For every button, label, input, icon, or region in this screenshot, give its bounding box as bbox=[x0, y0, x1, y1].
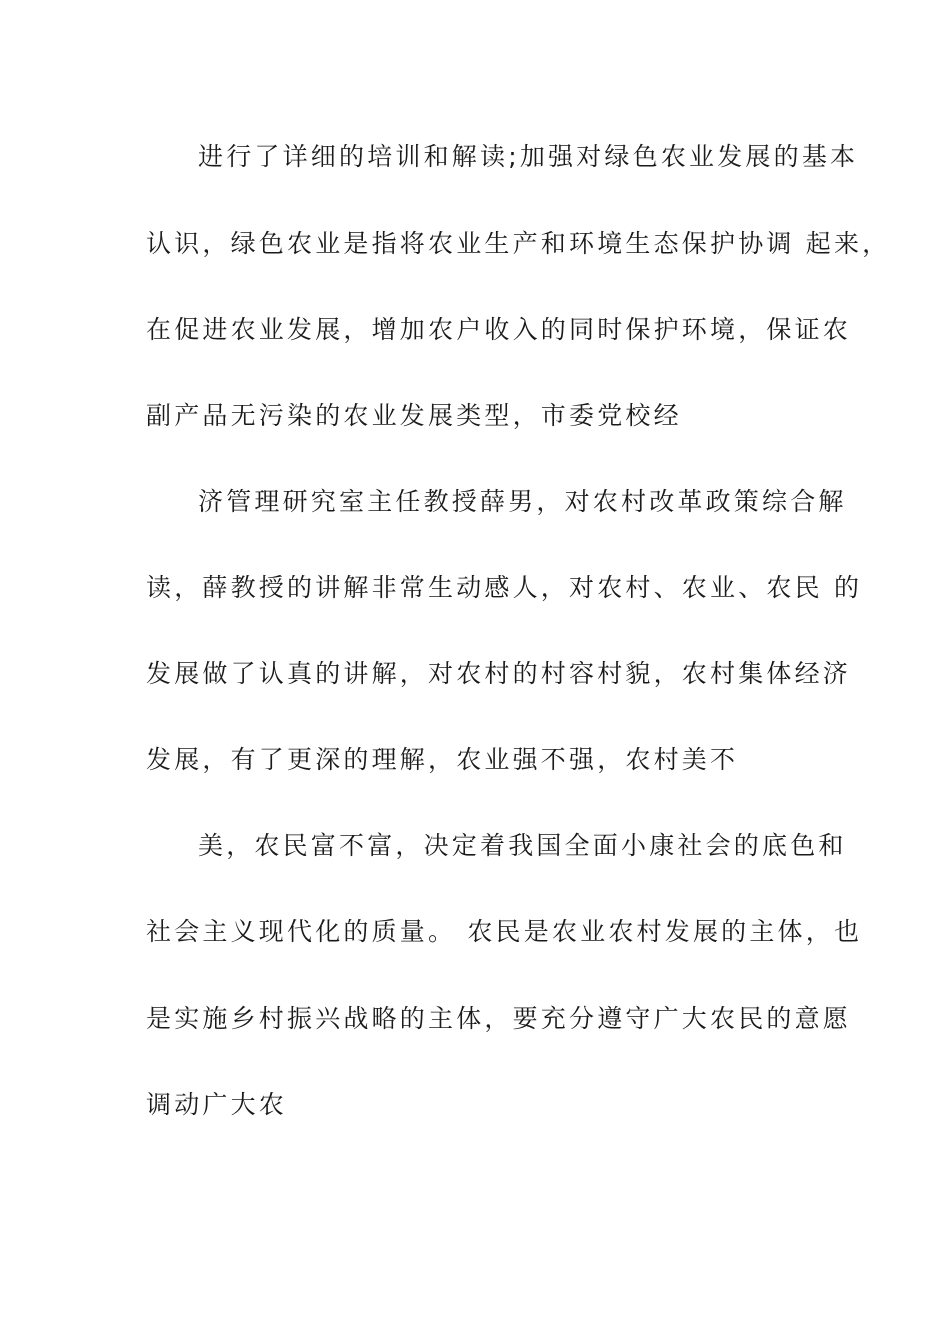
paragraph-2-line-3: 发展做了认真的讲解，对农村的村容村貌，农村集体经济 bbox=[146, 659, 852, 688]
paragraph-2-line-4: 发展，有了更深的理解，农业强不强，农村美不 bbox=[146, 745, 739, 774]
paragraph-1-line-2: 认识，绿色农业是指将农业生产和环境生态保护协调 起来， bbox=[146, 229, 891, 258]
paragraph-1-line-4: 副产品无污染的农业发展类型，市委党校经 bbox=[146, 401, 682, 430]
paragraph-3-line-4: 调动广大农 bbox=[146, 1090, 288, 1119]
paragraph-2-line-1: 济管理研究室主任教授薛男，对农村改革政策综合解 bbox=[198, 487, 847, 516]
paragraph-3-line-1: 美，农民富不富，决定着我国全面小康社会的底色和 bbox=[198, 831, 847, 860]
paragraph-3-line-2: 社会主义现代化的质量。 农民是农业农村发展的主体，也 bbox=[146, 917, 863, 946]
paragraph-1-line-3: 在促进农业发展，增加农户收入的同时保护环境，保证农 bbox=[146, 315, 852, 344]
paragraph-1-line-1: 进行了详细的培训和解读;加强对绿色农业发展的基本 bbox=[198, 142, 859, 171]
paragraph-2-line-2: 读，薛教授的讲解非常生动感人，对农村、农业、农民 的 bbox=[146, 573, 863, 602]
paragraph-3-line-3: 是实施乡村振兴战略的主体，要充分遵守广大农民的意愿 bbox=[146, 1004, 852, 1033]
